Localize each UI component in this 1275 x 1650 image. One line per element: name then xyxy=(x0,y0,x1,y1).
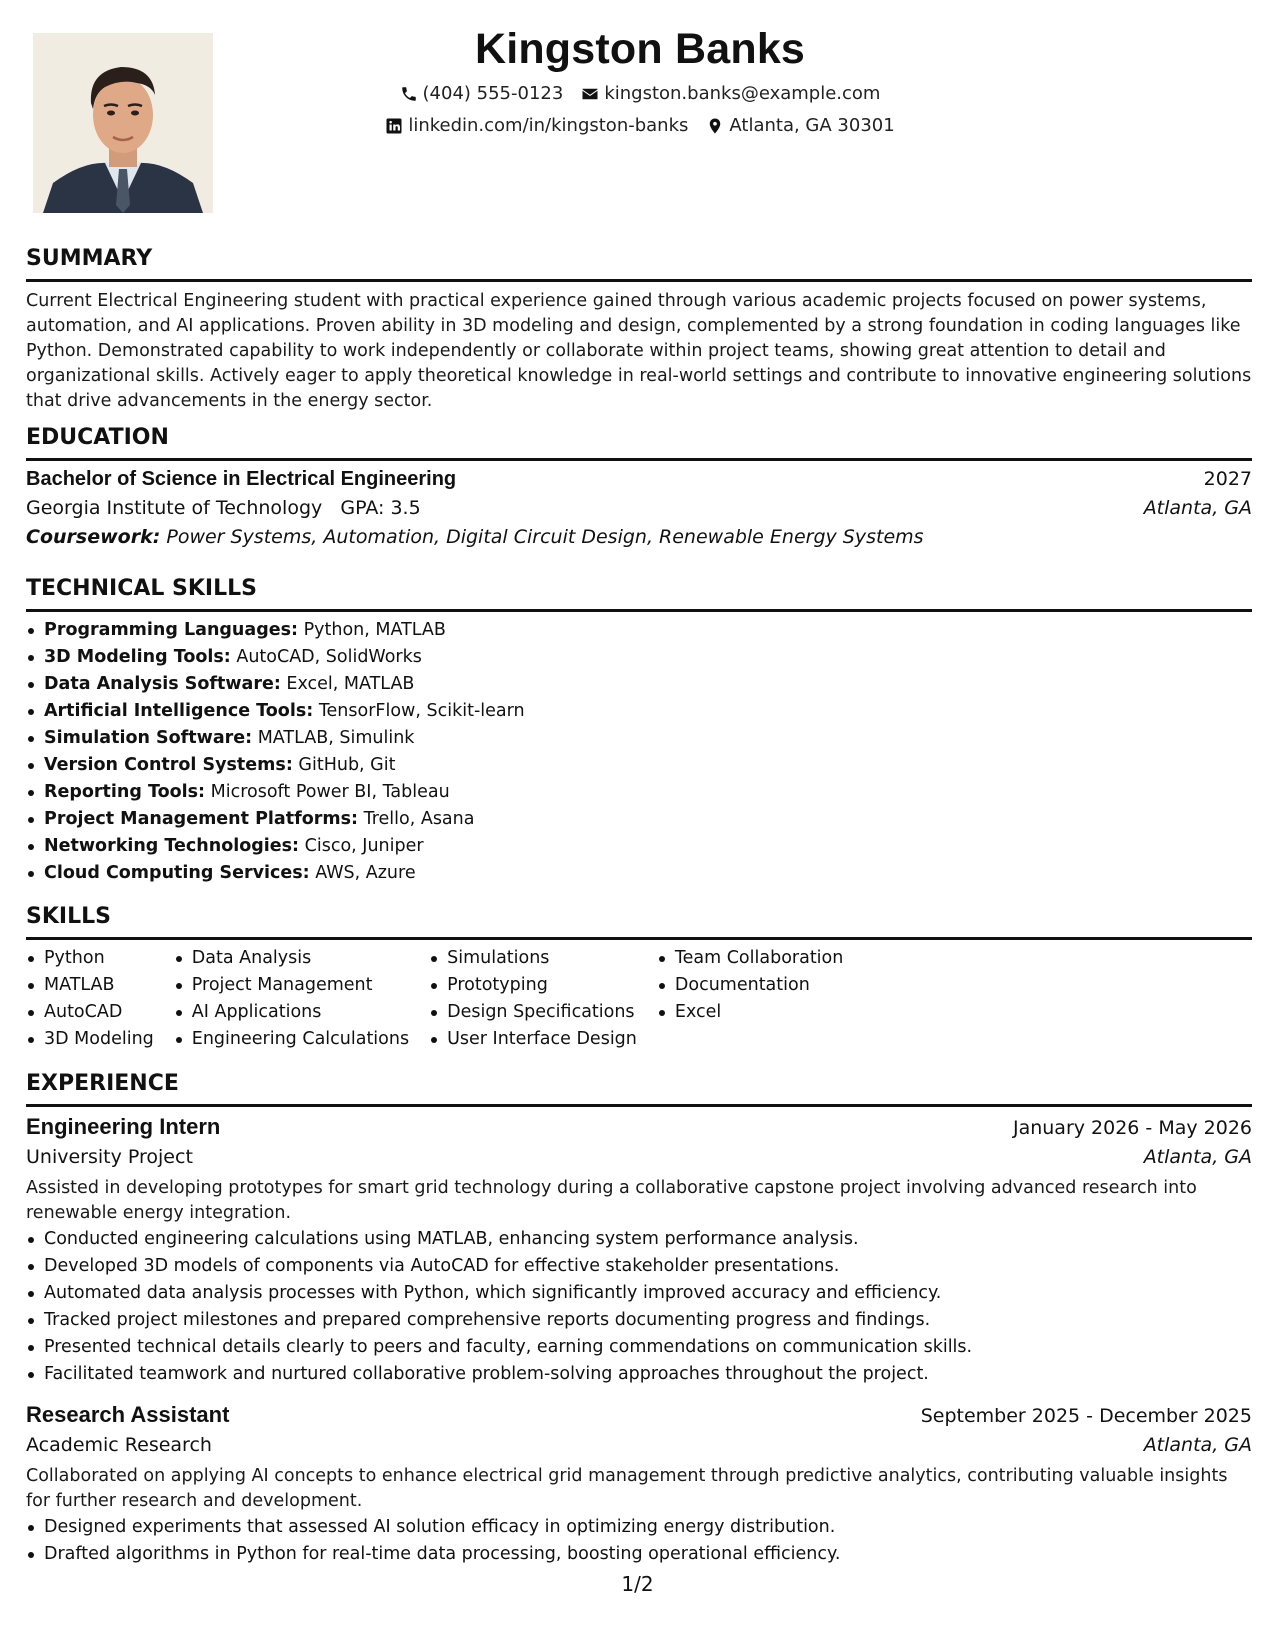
skill-category: Networking Technologies: xyxy=(44,836,300,856)
section-title-technical-skills: TECHNICAL SKILLS xyxy=(26,576,257,601)
job-header-row xyxy=(26,1400,1252,1430)
job-dates: September 2025 - December 2025 xyxy=(920,1405,1252,1427)
list-item xyxy=(26,806,1252,833)
skill-values: MATLAB, Simulink xyxy=(257,728,415,748)
degree-name: Bachelor of Science in Electrical Engineering xyxy=(26,468,457,490)
skill-values: Excel, MATLAB xyxy=(286,674,415,694)
job-bullets xyxy=(26,1514,1252,1568)
list-item: Developed 3D models of components via AutoCAD for effective stakeholder presentations. xyxy=(26,1253,1252,1280)
linkedin-contact[interactable] xyxy=(385,114,688,138)
coursework xyxy=(26,524,1252,550)
list-item xyxy=(26,617,1252,644)
list-item: Simulations xyxy=(429,945,637,972)
list-item: Facilitated teamwork and nurtured collaborative problem-solving approaches throughout the project. xyxy=(26,1361,1252,1388)
list-item: Documentation xyxy=(657,972,843,999)
list-item xyxy=(26,752,1252,779)
section-title-skills: SKILLS xyxy=(26,904,111,929)
phone-contact[interactable] xyxy=(400,82,564,106)
job-description: Assisted in developing prototypes for smart grid technology during a collaborative capstone project involving advanced research into renewable energy integration. xyxy=(26,1178,1197,1223)
skills-column xyxy=(657,945,843,1053)
graduation-year: 2027 xyxy=(1203,468,1252,490)
section-title-education: EDUCATION xyxy=(26,425,169,450)
skill-category: 3D Modeling Tools: xyxy=(44,647,231,667)
profile-portrait xyxy=(33,33,213,213)
list-item: Project Management xyxy=(174,972,409,999)
section-divider xyxy=(26,937,1252,940)
list-item: Python xyxy=(26,945,154,972)
job-location: Atlanta, GA xyxy=(1143,1146,1252,1168)
school-info xyxy=(26,495,421,521)
list-item: Design Specifications xyxy=(429,999,637,1026)
skill-category: Data Analysis Software: xyxy=(44,674,281,694)
skill-category: Simulation Software: xyxy=(44,728,253,748)
skill-values: TensorFlow, Scikit-learn xyxy=(318,701,525,721)
list-item: MATLAB xyxy=(26,972,154,999)
email-text: kingston.banks@example.com xyxy=(604,83,881,104)
skill-category: Programming Languages: xyxy=(44,620,299,640)
skill-values: Microsoft Power BI, Tableau xyxy=(210,782,450,802)
job-org-row xyxy=(26,1144,1252,1170)
job-entry xyxy=(26,1400,1252,1568)
section-divider xyxy=(26,1104,1252,1107)
section-title-summary: SUMMARY xyxy=(26,246,153,271)
contact-row-primary xyxy=(240,82,1040,106)
list-item xyxy=(26,725,1252,752)
skill-values: Cisco, Juniper xyxy=(304,836,424,856)
profile-photo xyxy=(33,33,213,213)
summary-text: Current Electrical Engineering student with practical experience gained through various academic projects focused on power systems, automation, and AI applications. Proven ability in 3D modeling and design, complemented by a strong foundation in coding languages like Python. Demonstrated capability to work independently or collaborate within project teams, showing great attention to detail and organizational skills. Actively eager to apply theoretical knowledge in real-world settings and contribute to innovative engineering solutions that drive advancements in the energy sector. xyxy=(26,291,1252,411)
linkedin-icon xyxy=(385,117,403,135)
email-contact[interactable] xyxy=(581,82,880,106)
school-location: Atlanta, GA xyxy=(1143,497,1252,519)
summary-section xyxy=(26,245,1252,414)
job-header-row xyxy=(26,1112,1252,1142)
list-item: 3D Modeling xyxy=(26,1026,154,1053)
list-item xyxy=(26,833,1252,860)
list-item xyxy=(26,779,1252,806)
technical-skills-list xyxy=(26,617,1252,887)
phone-icon xyxy=(400,85,418,103)
list-item: Conducted engineering calculations using MATLAB, enhancing system performance analysis. xyxy=(26,1226,1252,1253)
skill-category: Project Management Platforms: xyxy=(44,809,359,829)
experience-section xyxy=(26,1070,1252,1568)
education-degree-row xyxy=(26,466,1252,492)
coursework-label: Coursework: xyxy=(26,526,161,548)
list-item: Designed experiments that assessed AI solution efficacy in optimizing energy distribution. xyxy=(26,1514,1252,1541)
list-item: Tracked project milestones and prepared comprehensive reports documenting progress and findings. xyxy=(26,1307,1252,1334)
list-item: Team Collaboration xyxy=(657,945,843,972)
list-item: Presented technical details clearly to peers and faculty, earning commendations on communication skills. xyxy=(26,1334,1252,1361)
job-organization: Academic Research xyxy=(26,1434,212,1456)
location-contact xyxy=(706,114,894,138)
list-item xyxy=(26,644,1252,671)
list-item: Excel xyxy=(657,999,843,1026)
section-divider xyxy=(26,609,1252,612)
phone-text: (404) 555-0123 xyxy=(422,83,564,104)
header xyxy=(240,20,1040,138)
list-item: Prototyping xyxy=(429,972,637,999)
job-organization: University Project xyxy=(26,1146,193,1168)
map-pin-icon xyxy=(706,117,724,135)
section-divider xyxy=(26,458,1252,461)
list-item: Drafted algorithms in Python for real-time data processing, boosting operational efficiency. xyxy=(26,1541,1252,1568)
skill-values: GitHub, Git xyxy=(298,755,396,775)
skill-category: Reporting Tools: xyxy=(44,782,206,802)
technical-skills-section xyxy=(26,575,1252,887)
linkedin-text: linkedin.com/in/kingston-banks xyxy=(408,115,689,136)
section-title-experience: EXPERIENCE xyxy=(26,1071,179,1096)
skills-column xyxy=(429,945,637,1053)
job-description: Collaborated on applying AI concepts to enhance electrical grid management through predictive analytics, contributing valuable insights for further research and development. xyxy=(26,1466,1228,1511)
job-bullets xyxy=(26,1226,1252,1388)
candidate-name: Kingston Banks xyxy=(474,25,806,73)
education-section xyxy=(26,424,1252,550)
gpa: GPA: 3.5 xyxy=(340,497,421,519)
list-item: Automated data analysis processes with Python, which significantly improved accuracy and efficiency. xyxy=(26,1280,1252,1307)
job-entry xyxy=(26,1112,1252,1388)
skill-values: Python, MATLAB xyxy=(303,620,446,640)
job-org-row xyxy=(26,1432,1252,1458)
job-dates: January 2026 - May 2026 xyxy=(1012,1117,1252,1139)
list-item: AutoCAD xyxy=(26,999,154,1026)
list-item xyxy=(26,671,1252,698)
skills-section xyxy=(26,903,1252,1053)
page-number: 1/2 xyxy=(621,1572,654,1596)
school-name: Georgia Institute of Technology xyxy=(26,497,323,519)
location-text: Atlanta, GA 30301 xyxy=(729,115,895,136)
contact-row-secondary xyxy=(240,114,1040,138)
skills-column xyxy=(174,945,409,1053)
skill-category: Version Control Systems: xyxy=(44,755,293,775)
section-divider xyxy=(26,279,1252,282)
skills-column xyxy=(26,945,154,1053)
list-item xyxy=(26,698,1252,725)
job-location: Atlanta, GA xyxy=(1143,1434,1252,1456)
skill-values: Trello, Asana xyxy=(363,809,475,829)
list-item: User Interface Design xyxy=(429,1026,637,1053)
list-item: Data Analysis xyxy=(174,945,409,972)
list-item: Engineering Calculations xyxy=(174,1026,409,1053)
list-item: AI Applications xyxy=(174,999,409,1026)
job-title: Research Assistant xyxy=(26,1402,230,1427)
education-school-row xyxy=(26,495,1252,521)
job-title: Engineering Intern xyxy=(26,1114,221,1139)
skill-values: AWS, Azure xyxy=(315,863,416,883)
coursework-list: Power Systems, Automation, Digital Circuit Design, Renewable Energy Systems xyxy=(166,526,924,548)
skill-category: Cloud Computing Services: xyxy=(44,863,310,883)
list-item xyxy=(26,860,1252,887)
skills-grid xyxy=(26,945,1252,1053)
envelope-icon xyxy=(581,85,599,103)
skill-category: Artificial Intelligence Tools: xyxy=(44,701,314,721)
skill-values: AutoCAD, SolidWorks xyxy=(236,647,422,667)
